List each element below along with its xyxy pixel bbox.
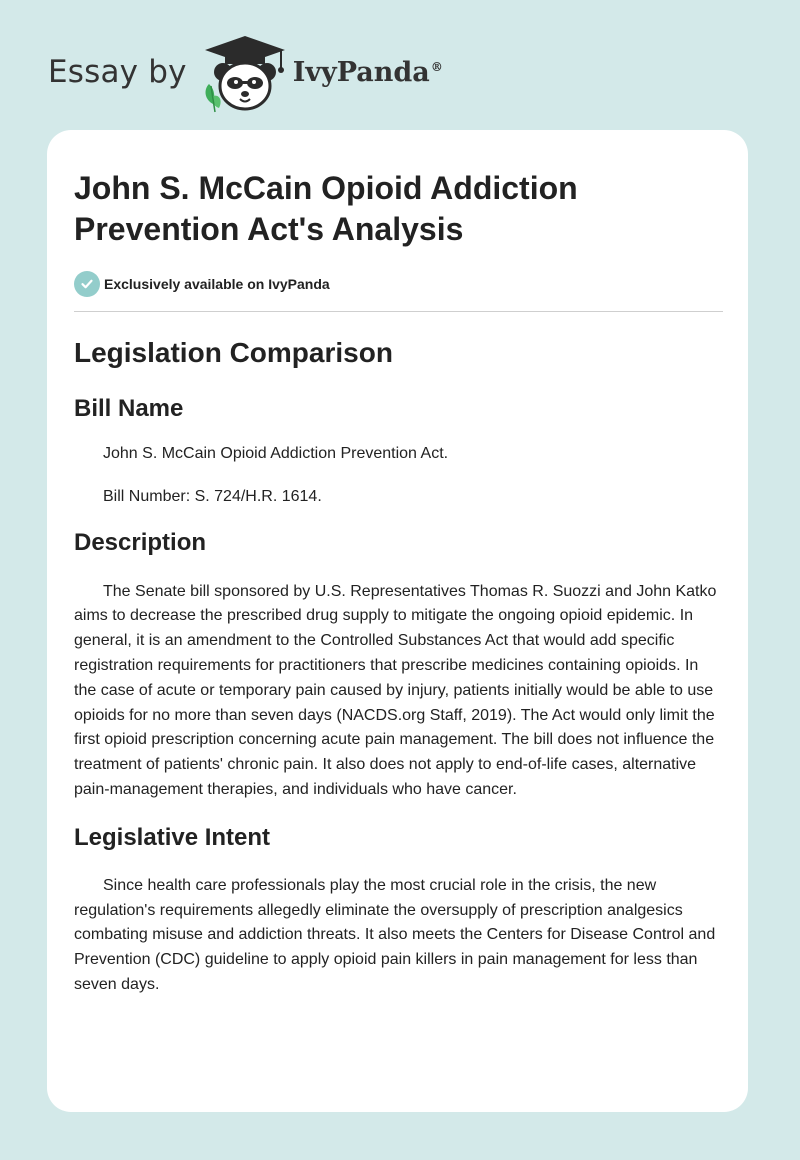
- bill-name-text: John S. McCain Opioid Addiction Prevention Act.: [103, 445, 449, 462]
- exclusive-badge: [74, 270, 721, 298]
- bill-number-text: Bill Number: S. 724/H.R. 1614.: [103, 487, 322, 505]
- exclusive-label: Exclusively available on IvyPanda: [104, 276, 330, 292]
- intent-paragraph: Since health care professionals play the most crucial role in the crisis, the new regulation's requirements allegedly eliminate the oversupply of prescription analgesics combating misuse and addiction threats. It also meets the Centers for Disease Control and Prevention (CDC) guideline to apply opioid pain killers in pain management for less than seven days.: [74, 876, 716, 993]
- article-card: [47, 130, 748, 1112]
- bill-name-heading: Bill Name: [74, 395, 184, 422]
- brand-name[interactable]: [293, 57, 443, 88]
- registered-mark: ®: [430, 59, 443, 74]
- brand-label: IvyPanda: [292, 56, 430, 88]
- section-heading: Legislation Comparison: [74, 337, 393, 368]
- article-title: John S. McCain Opioid Addiction Prevention Act's Analysis: [74, 170, 578, 247]
- description-paragraph: The Senate bill sponsored by U.S. Representatives Thomas R. Suozzi and John Katko aims to decrease the prescribed drug supply to mitigate the ongoing opioid epidemic. In general, it is an amendment to the Controlled Substances Act that would add specific registration requirements for practitioners that prescribe medicines containing opioids. In the case of acute or temporary pain caused by injury, patients initially would be able to use opioids for no more than seven days (NACDS.org Staff, 2019). The Act would only limit the first opioid prescription concerning acute pain management. The bill does not influence the treatment of patients' chronic pain. It also does not apply to end-of-life cases, alternative pain-management therapies, and individuals who have cancer.: [74, 582, 717, 798]
- check-circle-icon: [74, 271, 100, 297]
- panda-graduate-logo-icon[interactable]: [201, 34, 289, 114]
- description-heading: Description: [74, 528, 207, 556]
- title-divider: [74, 311, 723, 312]
- essay-by-label: Essay by: [48, 54, 187, 90]
- intent-heading: Legislative Intent: [74, 823, 271, 851]
- site-header: [48, 34, 443, 114]
